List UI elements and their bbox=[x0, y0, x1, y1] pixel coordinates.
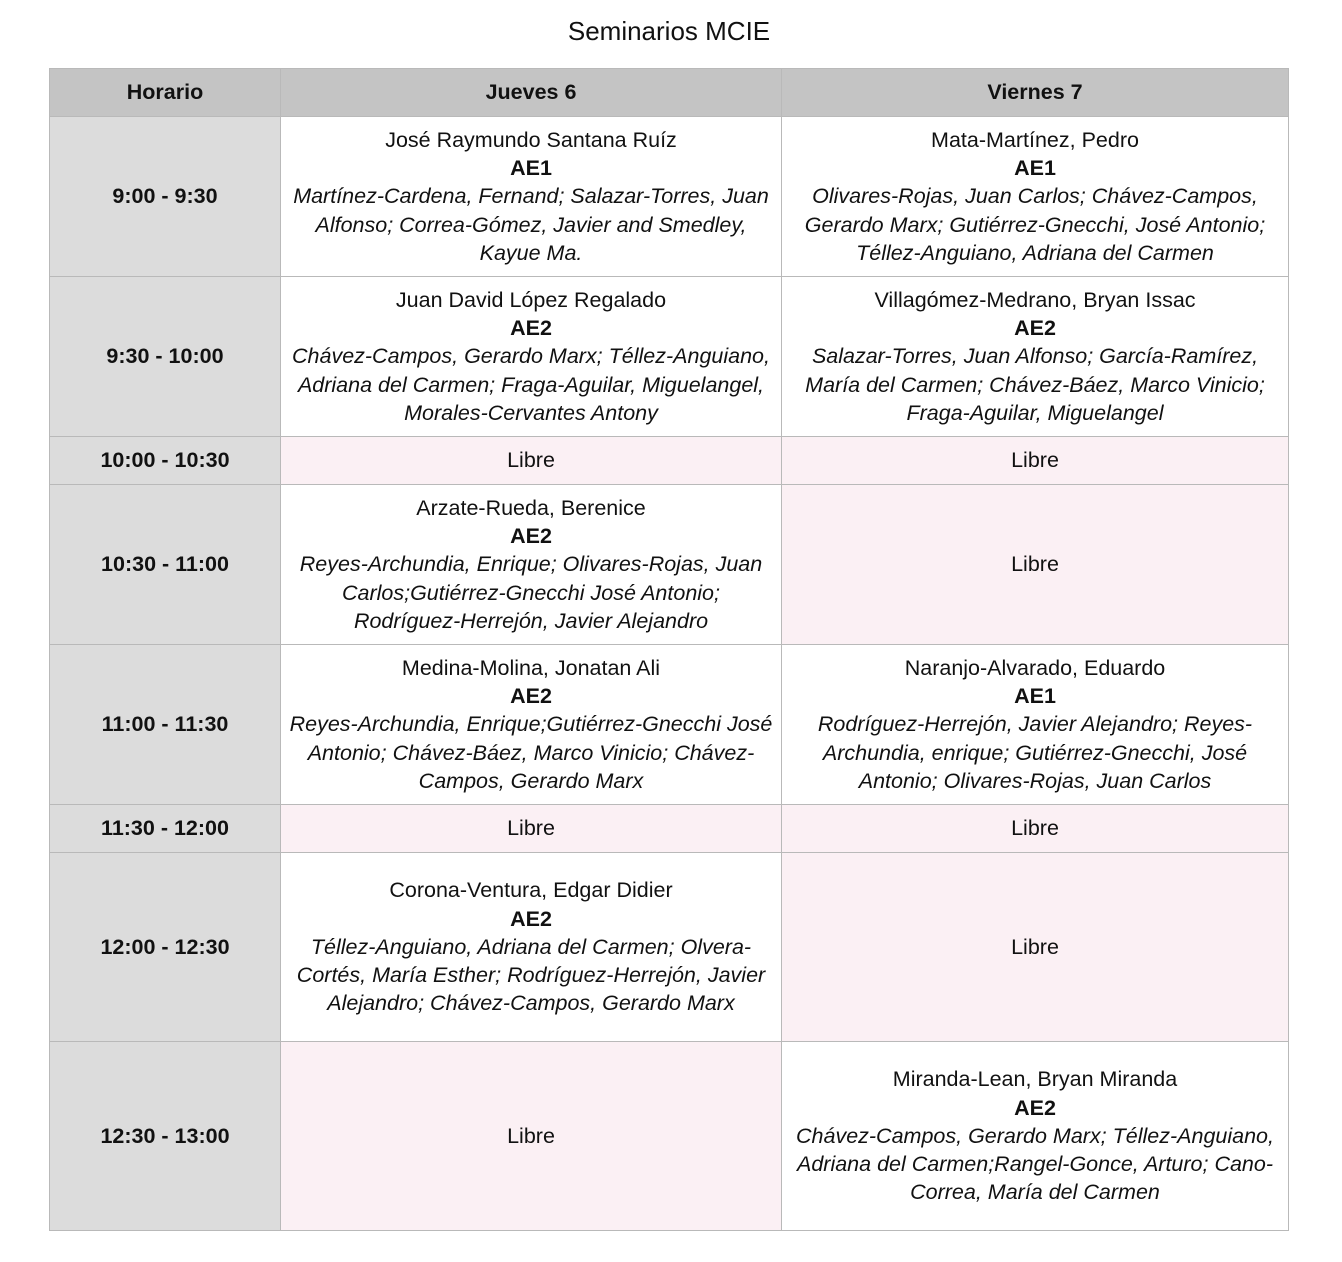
session-code: AE1 bbox=[510, 156, 552, 181]
session-cell bbox=[281, 485, 782, 645]
session-cell bbox=[281, 277, 782, 437]
time-slot: 12:00 - 12:30 bbox=[50, 853, 281, 1042]
advisor-list: Rodríguez-Herrejón, Javier Alejandro; Reyes-Archundia, enrique; Gutiérrez-Gnecchi, José Antonio; Olivares-Rojas, Juan Carlos bbox=[817, 712, 1253, 793]
page-title: Seminarios MCIE bbox=[567, 16, 771, 46]
session-code: AE2 bbox=[510, 524, 552, 549]
header-row bbox=[50, 69, 1289, 117]
advisor-list: Chávez-Campos, Gerardo Marx; Téllez-Anguiano, Adriana del Carmen; Fraga-Aguilar, Miguelangel, Morales-Cervantes Antony bbox=[292, 344, 770, 425]
advisor-list: Salazar-Torres, Juan Alfonso; García-Ramírez, María del Carmen; Chávez-Báez, Marco Vinicio; Fraga-Aguilar, Miguelangel bbox=[805, 344, 1265, 425]
presenter-name: Corona-Ventura, Edgar Didier bbox=[389, 878, 673, 903]
session-code: AE2 bbox=[510, 316, 552, 341]
free-slot: Libre bbox=[782, 485, 1289, 645]
session-cell bbox=[782, 1042, 1289, 1231]
time-slot: 9:00 - 9:30 bbox=[50, 117, 281, 277]
table-row bbox=[50, 645, 1289, 805]
schedule-table bbox=[49, 68, 1289, 1231]
free-slot: Libre bbox=[281, 437, 782, 485]
presenter-name: Miranda-Lean, Bryan Miranda bbox=[892, 1067, 1178, 1092]
header-time: Horario bbox=[50, 69, 281, 117]
free-slot: Libre bbox=[782, 853, 1289, 1042]
session-code: AE2 bbox=[510, 684, 552, 709]
advisor-list: Olivares-Rojas, Juan Carlos; Chávez-Campos, Gerardo Marx; Gutiérrez-Gnecchi, José Antonio; Téllez-Anguiano, Adriana del Carmen bbox=[804, 184, 1266, 265]
time-slot: 10:00 - 10:30 bbox=[50, 437, 281, 485]
header-day-2: Viernes 7 bbox=[782, 69, 1289, 117]
presenter-name: Naranjo-Alvarado, Eduardo bbox=[904, 655, 1166, 680]
advisor-list: Téllez-Anguiano, Adriana del Carmen; Olvera-Cortés, María Esther; Rodríguez-Herrejón, Javier Alejandro; Chávez-Campos, Gerardo Marx bbox=[296, 934, 766, 1016]
session-cell bbox=[281, 853, 782, 1042]
time-slot: 11:30 - 12:00 bbox=[50, 805, 281, 853]
advisor-list: Reyes-Archundia, Enrique;Gutiérrez-Gnecchi José Antonio; Chávez-Báez, Marco Vinicio; Chávez-Campos, Gerardo Marx bbox=[289, 712, 773, 793]
presenter-name: José Raymundo Santana Ruíz bbox=[385, 127, 677, 152]
presenter-name: Juan David López Regalado bbox=[395, 287, 667, 312]
header-day-1: Jueves 6 bbox=[281, 69, 782, 117]
session-cell bbox=[782, 645, 1289, 805]
table-row bbox=[50, 853, 1289, 1042]
advisor-list: Martínez-Cardena, Fernand; Salazar-Torres, Juan Alfonso; Correa-Gómez, Javier and Smedley, Kayue Ma. bbox=[293, 184, 769, 265]
free-slot: Libre bbox=[281, 1042, 782, 1231]
presenter-name: Villagómez-Medrano, Bryan Issac bbox=[874, 287, 1196, 312]
session-code: AE1 bbox=[1014, 684, 1056, 709]
table-row bbox=[50, 805, 1289, 853]
session-cell bbox=[782, 117, 1289, 277]
session-cell bbox=[281, 117, 782, 277]
session-cell bbox=[281, 645, 782, 805]
table-row bbox=[50, 437, 1289, 485]
presenter-name: Arzate-Rueda, Berenice bbox=[416, 495, 646, 520]
time-slot: 9:30 - 10:00 bbox=[50, 277, 281, 437]
table-row bbox=[50, 277, 1289, 437]
session-cell bbox=[782, 277, 1289, 437]
table-row bbox=[50, 1042, 1289, 1231]
free-slot: Libre bbox=[782, 805, 1289, 853]
session-code: AE1 bbox=[1014, 156, 1056, 181]
table-row bbox=[50, 117, 1289, 277]
free-slot: Libre bbox=[281, 805, 782, 853]
time-slot: 12:30 - 13:00 bbox=[50, 1042, 281, 1231]
advisor-list: Reyes-Archundia, Enrique; Olivares-Rojas, Juan Carlos;Gutiérrez-Gnecchi José Antonio; Rodríguez-Herrejón, Javier Alejandro bbox=[299, 552, 763, 633]
presenter-name: Mata-Martínez, Pedro bbox=[931, 127, 1139, 152]
session-code: AE2 bbox=[1014, 1095, 1056, 1120]
session-code: AE2 bbox=[510, 906, 552, 931]
advisor-list: Chávez-Campos, Gerardo Marx; Téllez-Anguiano, Adriana del Carmen;Rangel-Gonce, Arturo; Cano-Correa, María del Carmen bbox=[796, 1123, 1274, 1205]
table-row bbox=[50, 485, 1289, 645]
session-code: AE2 bbox=[1014, 316, 1056, 341]
time-slot: 11:00 - 11:30 bbox=[50, 645, 281, 805]
time-slot: 10:30 - 11:00 bbox=[50, 485, 281, 645]
free-slot: Libre bbox=[782, 437, 1289, 485]
presenter-name: Medina-Molina, Jonatan Ali bbox=[401, 655, 661, 680]
